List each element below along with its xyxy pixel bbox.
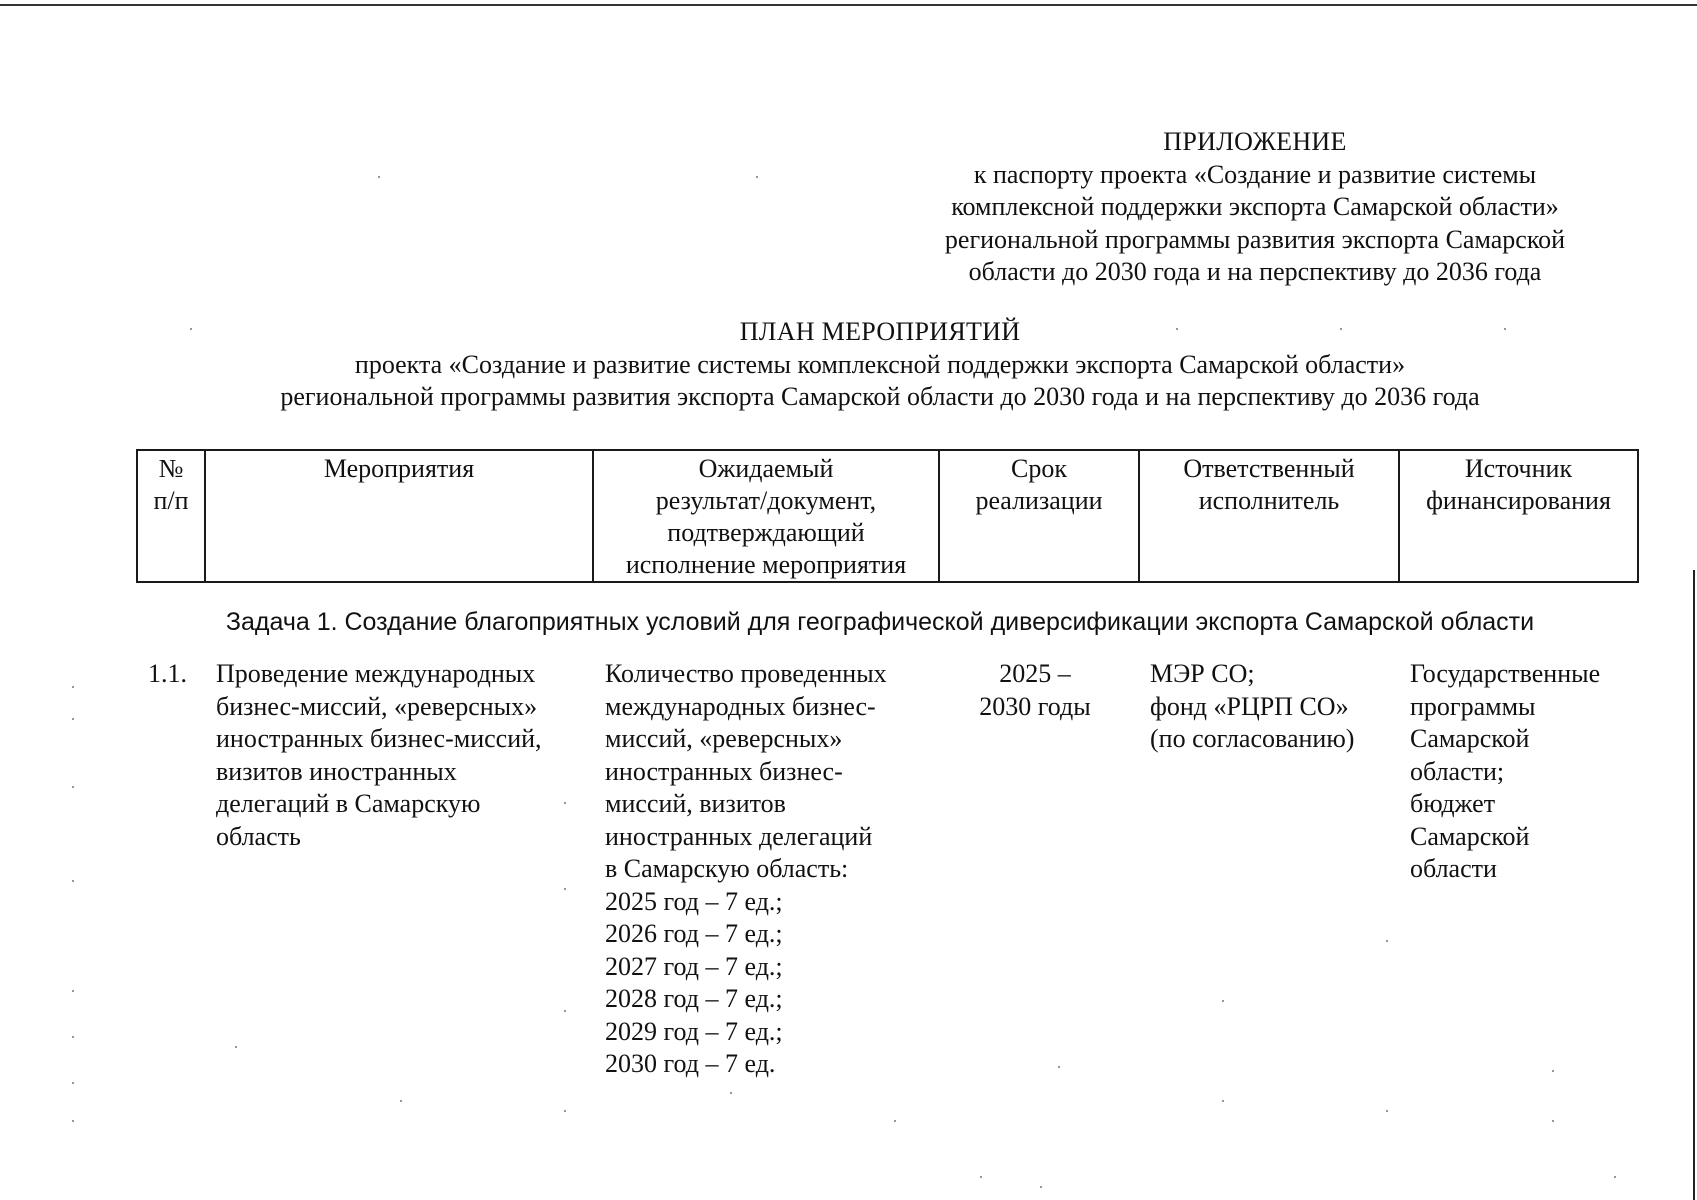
scan-speck: [1614, 1176, 1616, 1178]
page-top-border: [0, 4, 1697, 6]
scan-speck: [564, 802, 566, 804]
scan-speck: [1552, 1120, 1554, 1122]
plan-subtitle-line: региональной программы развития экспорта Самарской области до 2030 года и на перспективу до 2036 года: [280, 382, 1480, 411]
scan-speck: [72, 718, 74, 720]
scan-speck: [564, 1010, 566, 1012]
scan-speck: [72, 990, 74, 992]
scan-speck: [1222, 1100, 1224, 1102]
appendix-line: к паспорту проекта «Создание и развитие системы: [973, 159, 1537, 189]
plan-heading: [130, 316, 1630, 414]
scan-speck: [190, 328, 192, 330]
scan-speck: [72, 880, 74, 882]
appendix-line: региональной программы развития экспорта Самарской: [944, 224, 1566, 254]
scan-speck: [564, 888, 566, 890]
scan-speck: [1552, 1070, 1554, 1072]
row-responsible: МЭР СО; фонд «РЦРП СО» (по согласованию): [1150, 659, 1355, 753]
scan-speck: [1340, 328, 1342, 330]
scan-speck: [72, 1120, 74, 1122]
column-header-num: № п/п: [137, 450, 205, 582]
table-header-row: [137, 450, 1638, 582]
scan-speck: [1386, 1110, 1388, 1112]
column-header-term: Срок реализации: [939, 450, 1139, 582]
table-row: [0, 658, 1697, 1098]
scan-speck: [400, 1100, 402, 1102]
scan-speck: [730, 1092, 732, 1094]
scan-speck: [980, 1176, 982, 1178]
scan-speck: [1504, 328, 1506, 330]
row-source: Государственные программы Самарской области; бюджет Самарской области: [1410, 659, 1601, 883]
column-header-source: Источник финансирования: [1399, 450, 1638, 582]
task-heading: Задача 1. Создание благоприятных условий для географической диверсификации экспорта Самарской области: [225, 608, 1535, 636]
plan-subtitle-line: проекта «Создание и развитие системы комплексной поддержки экспорта Самарской области»: [354, 349, 1406, 379]
row-term: 2025 – 2030 годы: [979, 659, 1091, 721]
plan-table-header: [136, 449, 1639, 583]
column-header-result: Ожидаемый результат/документ, подтверждающий исполнение мероприятия: [593, 450, 939, 582]
scan-speck: [894, 1120, 896, 1122]
scan-speck: [756, 176, 758, 178]
scan-speck: [1040, 1186, 1042, 1188]
scan-speck: [1058, 1066, 1060, 1068]
row-number: 1.1.: [148, 659, 187, 688]
appendix-block: [880, 126, 1630, 289]
scan-speck: [235, 1046, 237, 1048]
scan-speck: [1386, 940, 1388, 942]
scan-speck: [72, 786, 74, 788]
scan-speck: [1176, 328, 1178, 330]
scan-speck: [72, 1082, 74, 1084]
column-header-event: Мероприятия: [205, 450, 593, 582]
plan-title: ПЛАН МЕРОПРИЯТИЙ: [739, 317, 1021, 346]
row-result: Количество проведенных международных бизнес- миссий, «реверсных» иностранных бизнес- миссий, визитов иностранных делегаций в Самарскую область: 2025 год – 7 ед.; 2026 год – 7 ед.; 2027 год – 7 ед.; 2028 год – 7 ед.; 2029 год – 7 ед.; 2030 год – 7 ед.: [605, 659, 887, 1078]
scan-speck: [1222, 1000, 1224, 1002]
appendix-title: ПРИЛОЖЕНИЕ: [1163, 127, 1347, 156]
column-header-responsible: Ответственный исполнитель: [1139, 450, 1399, 582]
scan-speck: [72, 686, 74, 688]
scan-speck: [378, 176, 380, 178]
appendix-line: комплексной поддержки экспорта Самарской области»: [951, 192, 1559, 221]
scan-speck: [564, 1110, 566, 1112]
scan-speck: [72, 1036, 74, 1038]
row-event: Проведение международных бизнес-миссий, «реверсных» иностранных бизнес-миссий, визитов иностранных делегаций в Самарскую область: [216, 659, 542, 851]
appendix-line: области до 2030 года и на перспективу до 2036 года: [968, 257, 1542, 286]
